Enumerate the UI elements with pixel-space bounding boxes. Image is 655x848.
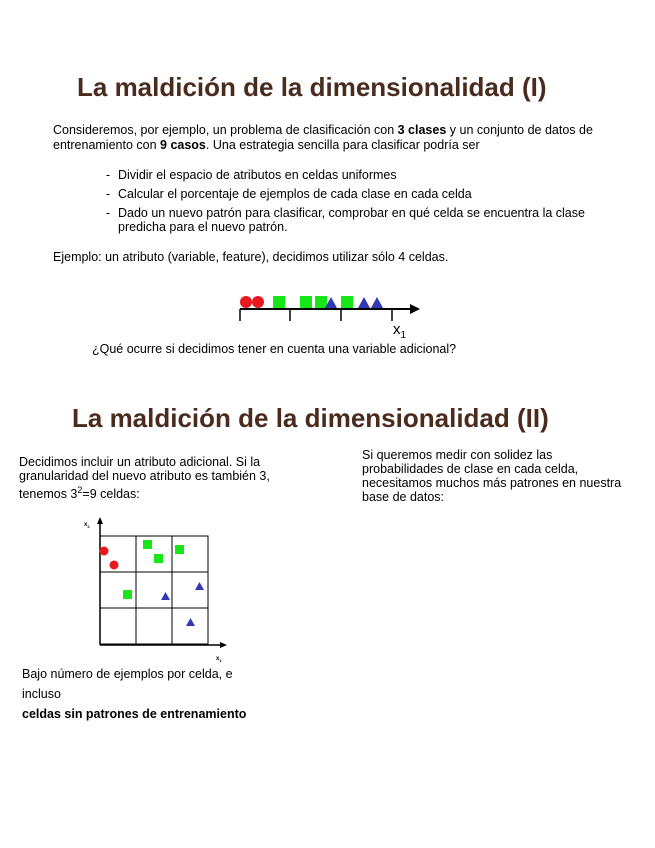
bottom-line-1: Bajo número de ejemplos por celda, e <box>22 667 233 681</box>
two-dim-grid-figure <box>82 514 232 664</box>
slide2-title: La maldición de la dimensionalidad (II) <box>72 403 549 433</box>
intro-bold-classes: 3 clases <box>397 123 447 137</box>
bottom-line-2: incluso <box>22 687 61 701</box>
green-square-point <box>315 296 327 308</box>
left-text-part-1: Decidimos incluir un atributo adicional. Si la granularidad del nuevo atributo es también 3, tenemos 3 <box>19 455 270 502</box>
y-axis-label: $x_2$ <box>84 522 90 529</box>
intro-text-1: Consideremos, por ejemplo, un problema de clasificación con <box>53 123 398 137</box>
slide1-title: La maldición de la dimensionalidad (I) <box>77 72 547 102</box>
red-circle-point <box>100 547 109 556</box>
green-square-point <box>175 545 184 554</box>
slide2-left-text <box>19 455 319 501</box>
red-circle-point <box>110 561 119 570</box>
green-square-point <box>123 590 132 599</box>
left-text-exponent: 2 <box>77 485 83 495</box>
intro-text-2: y un conjunto de datos de entrenamiento con <box>53 123 593 152</box>
grid-border <box>100 536 208 644</box>
x1-axis-label: $x_1$ <box>393 321 407 340</box>
axis-arrow-icon <box>410 304 420 314</box>
blue-triangle-point <box>358 297 370 308</box>
blue-triangle-point <box>161 592 170 600</box>
blue-triangle-point <box>195 582 204 590</box>
example-text: Ejemplo: un atributo (variable, feature), decidimos utilizar sólo 4 celdas. <box>53 250 449 264</box>
strategy-list <box>106 168 626 239</box>
red-circle-point <box>240 296 252 308</box>
green-square-point <box>143 540 152 549</box>
x-axis-arrow-icon <box>220 642 227 648</box>
green-square-point <box>273 296 285 308</box>
blue-triangle-point <box>371 297 383 308</box>
intro-bold-cases: 9 casos <box>160 138 206 152</box>
green-square-point <box>300 296 312 308</box>
green-square-point <box>341 296 353 308</box>
red-circle-point <box>252 296 264 308</box>
slide2-bottom-text <box>22 664 302 724</box>
slide2-right-text: Si queremos medir con solidez las probabilidades de clase en cada celda, necesitamos muchos más patrones en nuestra base de datos: <box>362 448 622 504</box>
blue-triangle-point <box>186 618 195 626</box>
list-item: - Calcular el porcentaje de ejemplos de cada clase en cada celda <box>106 187 626 201</box>
question-text: ¿Qué ocurre si decidimos tener en cuenta una variable adicional? <box>92 342 457 356</box>
list-item: - Dado un nuevo patrón para clasificar, comprobar en qué celda se encuentra la clase predicha para el nuevo patrón. <box>106 206 626 234</box>
green-square-point <box>154 554 163 563</box>
intro-text-3: . Una estrategia sencilla para clasificar podría ser <box>205 138 480 152</box>
slide1-intro <box>53 123 628 153</box>
y-axis-arrow-icon <box>97 517 103 524</box>
x-axis-label: $x_1$ <box>216 656 222 663</box>
list-item: - Dividir el espacio de atributos en celdas uniformes <box>106 168 626 182</box>
one-dim-figure <box>230 288 430 340</box>
bottom-bold-line: celdas sin patrones de entrenamiento <box>22 707 247 721</box>
left-text-part-2: =9 celdas: <box>82 487 140 502</box>
